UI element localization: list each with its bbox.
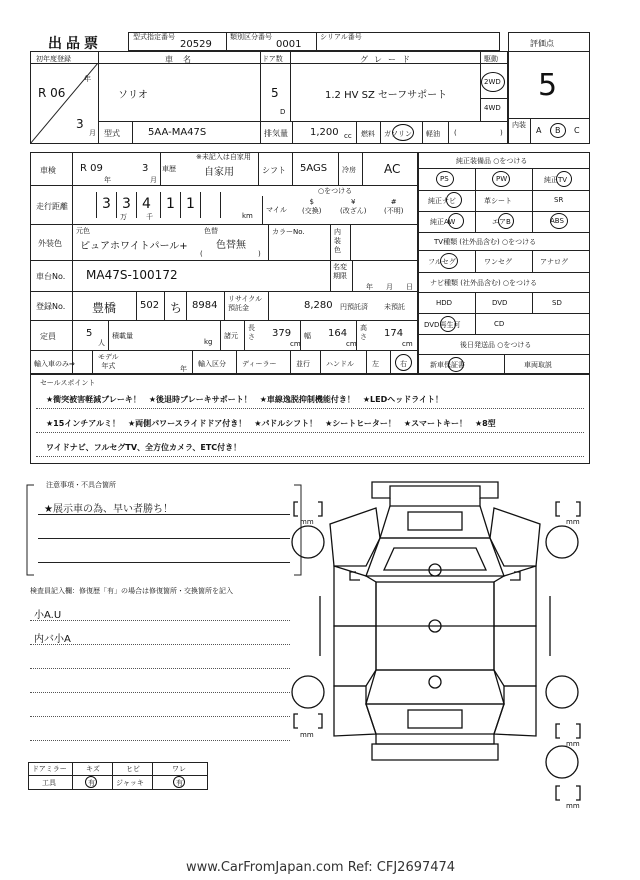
interior-a: A	[536, 126, 542, 135]
model-label: 型式	[104, 129, 120, 138]
mileage-digit-4: 1	[166, 196, 175, 212]
disp-value: 1,200	[310, 127, 339, 138]
drive-2wd-circle	[481, 72, 505, 92]
recycle-done: 円預託済	[340, 303, 368, 311]
color-change-value: 色替無	[216, 240, 246, 251]
equip-sr: SR	[554, 196, 564, 204]
dimension-label: 諸元	[224, 332, 238, 340]
mm-rear-left: mm	[300, 731, 314, 739]
equip-airbag: エアB	[492, 218, 511, 226]
interior-b-circle	[550, 123, 566, 138]
mileage-digit-2: 3	[122, 196, 131, 212]
equip-ps: PS	[440, 175, 449, 183]
light-oil: 軽油	[426, 130, 440, 138]
later-manual: 車両取説	[524, 361, 552, 369]
navi-circle	[446, 192, 462, 208]
color-no-label: カラーNo.	[272, 228, 305, 236]
sales-line-3: ワイドナビ、フルセグTV、全方位カメラ、ETC付き！	[46, 443, 242, 452]
capacity-value: 5	[86, 328, 93, 339]
navi-sd: SD	[552, 299, 562, 307]
interior-label: 内装	[512, 121, 526, 129]
history-label: 車歴	[162, 165, 176, 173]
crack-label: ヒビ	[126, 765, 140, 773]
color-change-label: 色替	[204, 227, 218, 235]
import-label: 輸入車のみ⇒	[34, 360, 75, 368]
sales-label: セールスポイント	[40, 379, 96, 387]
fuel-value: ガソリン	[384, 130, 412, 138]
model-value: 5AA-MA47S	[148, 127, 207, 138]
model-cert-value: 20529	[180, 39, 212, 50]
reg-region: 豊橋	[92, 301, 117, 315]
equip-abs: ABS	[550, 217, 564, 225]
name-change-label: 名変期限	[333, 263, 347, 280]
reg-kana: ち	[170, 301, 183, 315]
month-unit: 月	[89, 129, 96, 137]
tool-value: 有	[88, 779, 95, 787]
abs-circle	[550, 213, 568, 229]
color-orig-label: 元色	[76, 227, 90, 235]
mileage-digit-5: 1	[186, 196, 195, 212]
recycle-not: 未預託	[384, 303, 405, 311]
tv-fullseg: フルセグ	[428, 258, 456, 266]
height-label: 高さ	[360, 324, 367, 341]
aw-circle	[448, 213, 464, 229]
reg-number: 8984	[192, 300, 218, 311]
car-name-label: 車名	[165, 55, 201, 64]
left-label: 左	[372, 360, 379, 368]
height-value: 174	[384, 328, 404, 339]
inspector-line-1: 小A.U	[34, 610, 62, 621]
model-cert-label: 型式指定番号	[133, 33, 175, 41]
first-reg-year: R 06	[38, 86, 66, 100]
navi-dvdplay: DVD再生可	[424, 321, 461, 329]
tool-label: 工具	[42, 779, 56, 787]
notes-line-1: ★展示車の為、早い者勝ち！	[44, 504, 173, 515]
serial-label: シリアル番号	[320, 33, 362, 41]
tool-circle	[85, 776, 97, 788]
mileage-label: 走行距離	[36, 202, 68, 211]
width-value: 164	[328, 328, 348, 339]
tv-title: TV種類 (社外品含む) ○をつける	[434, 238, 537, 246]
navi-hdd: HDD	[436, 299, 453, 307]
jack-label: ジャッキ	[116, 779, 144, 787]
first-reg-label: 初年度登録	[36, 55, 71, 63]
dvdplay-circle	[440, 316, 456, 332]
door-label: ドア数	[262, 55, 283, 63]
watermark: www.CarFromJapan.com Ref: CFJ2697474	[186, 860, 456, 875]
interior-color-label: 内装色	[334, 228, 341, 254]
year-unit: 年	[84, 75, 91, 83]
car-diagram	[290, 476, 590, 816]
circle-note: ○をつける	[318, 187, 353, 195]
equip-navi: 純正ナビ	[428, 197, 456, 205]
parallel-label: 並行	[296, 360, 310, 368]
ac-value: AC	[384, 162, 401, 176]
recycle-label: リサイクル 預託金	[228, 295, 263, 312]
break-label: ワレ	[172, 765, 186, 773]
later-title: 後日発送品 ○をつける	[460, 341, 532, 349]
mm-rear-right: mm	[566, 740, 580, 748]
drive-2wd: 2WD	[484, 78, 501, 86]
length-value: 379	[272, 328, 292, 339]
chassis-value: MA47S-100172	[86, 268, 178, 282]
load-label: 積載量	[112, 332, 133, 340]
import-type-label: 輸入区分	[198, 360, 226, 368]
tv-oneseg: ワンセグ	[484, 258, 512, 266]
notes-label: 注意事項・不具合箇所	[46, 481, 116, 489]
interior-b: B	[555, 126, 561, 135]
disp-unit: cc	[344, 132, 352, 140]
navi-dvd: DVD	[492, 299, 508, 307]
interior-c: C	[574, 126, 580, 135]
ps-circle	[436, 171, 454, 187]
navi-cd: CD	[494, 320, 505, 328]
dealer-label: ディーラー	[242, 360, 277, 368]
equip-aw: 純正AW	[430, 218, 456, 226]
inspection-value: R 09	[80, 163, 103, 174]
drive-label: 駆動	[484, 55, 498, 63]
history-note: ※未記入は自家用	[196, 153, 251, 161]
jack-value: 有	[176, 779, 183, 787]
model-year-label: モデル 年式	[98, 353, 119, 370]
inspector-label: 検査員記入欄：修復歴「有」の場合は修復箇所・交換箇所を記入	[30, 587, 233, 595]
grade-label: グレード	[360, 55, 416, 64]
shift-label: シフト	[262, 166, 286, 175]
mileage-digit-1: 3	[102, 196, 111, 212]
dollar-label: $ (交換)	[302, 198, 322, 215]
airbag-circle	[498, 213, 514, 229]
recycle-value: 8,280	[304, 300, 333, 311]
length-label: 長さ	[248, 324, 255, 341]
later-warranty: 新車保証書	[430, 361, 465, 369]
reg-label: 登録No.	[36, 302, 66, 311]
tv-analog: アナログ	[540, 258, 568, 266]
fullseg-circle	[440, 253, 458, 269]
right-circle	[395, 354, 412, 371]
handle-label: ハンドル	[326, 360, 354, 368]
navi-title: ナビ種類 (社外品含む) ○をつける	[430, 279, 538, 287]
drive-4wd: 4WD	[484, 104, 501, 112]
first-reg-month: 3	[76, 117, 84, 131]
scratch-label: キズ	[86, 765, 100, 773]
mirror-label: ドアミラー	[32, 765, 67, 773]
form-title: 出品票	[48, 36, 102, 52]
mile-label: マイル	[266, 206, 287, 214]
grade-value: 1.2 HV SZ セーフサポート	[325, 90, 448, 101]
inspection-month: 3	[142, 163, 149, 174]
mm-spare: mm	[566, 802, 580, 810]
width-label: 幅	[304, 332, 311, 340]
fuel-label: 燃料	[361, 130, 375, 138]
equip-tv: 純正TV	[544, 176, 568, 184]
hash-label: # (不明)	[384, 198, 404, 215]
tv-circle	[556, 171, 572, 187]
ac-label: 冷房	[342, 166, 356, 174]
inspector-line-2: 内バ小A	[34, 634, 71, 645]
mm-front-right: mm	[566, 518, 580, 526]
color-value: ピュアホワイトパール+	[80, 241, 188, 252]
equipment-title: 純正装備品 ○をつける	[456, 157, 528, 165]
jack-circle	[173, 776, 185, 788]
class-label: 類別区分番号	[230, 33, 272, 41]
reg-class: 502	[140, 300, 160, 311]
mm-front-left: mm	[300, 518, 314, 526]
right-label: 右	[400, 360, 407, 368]
history-value: 自家用	[204, 167, 234, 178]
color-label: 外装色	[38, 239, 62, 248]
equip-leather: 革シート	[484, 197, 512, 205]
door-suffix: D	[280, 108, 286, 116]
pw-circle	[492, 171, 510, 187]
sales-line-1: ★衝突被害軽減ブレーキ！ ★後退時ブレーキサポート！ ★車線逸脱抑制機能付き！ ★LEDヘッドライト！	[46, 395, 444, 404]
chassis-label: 車台No.	[36, 272, 66, 281]
mileage-digit-3: 4	[142, 196, 151, 212]
sales-line-2: ★15インチアルミ！ ★両側パワースライドドア付き！ ★パドルシフト！ ★シートヒーター！ ★スマートキー！ ★8型	[46, 419, 496, 428]
inspection-label: 車検	[40, 166, 56, 175]
class-value: 0001	[276, 39, 302, 50]
door-value: 5	[271, 86, 279, 100]
capacity-label: 定員	[40, 332, 56, 341]
equip-pw: PW	[496, 175, 508, 183]
score-label: 評価点	[530, 39, 554, 48]
disp-label: 排気量	[264, 129, 288, 138]
shift-value: 5AGS	[300, 163, 328, 174]
score-value: 5	[538, 68, 558, 103]
fuel-circle	[392, 124, 414, 141]
car-name-value: ソリオ	[118, 90, 148, 101]
warranty-circle	[448, 357, 464, 372]
yen-label: ¥ (改ざん)	[340, 198, 367, 215]
